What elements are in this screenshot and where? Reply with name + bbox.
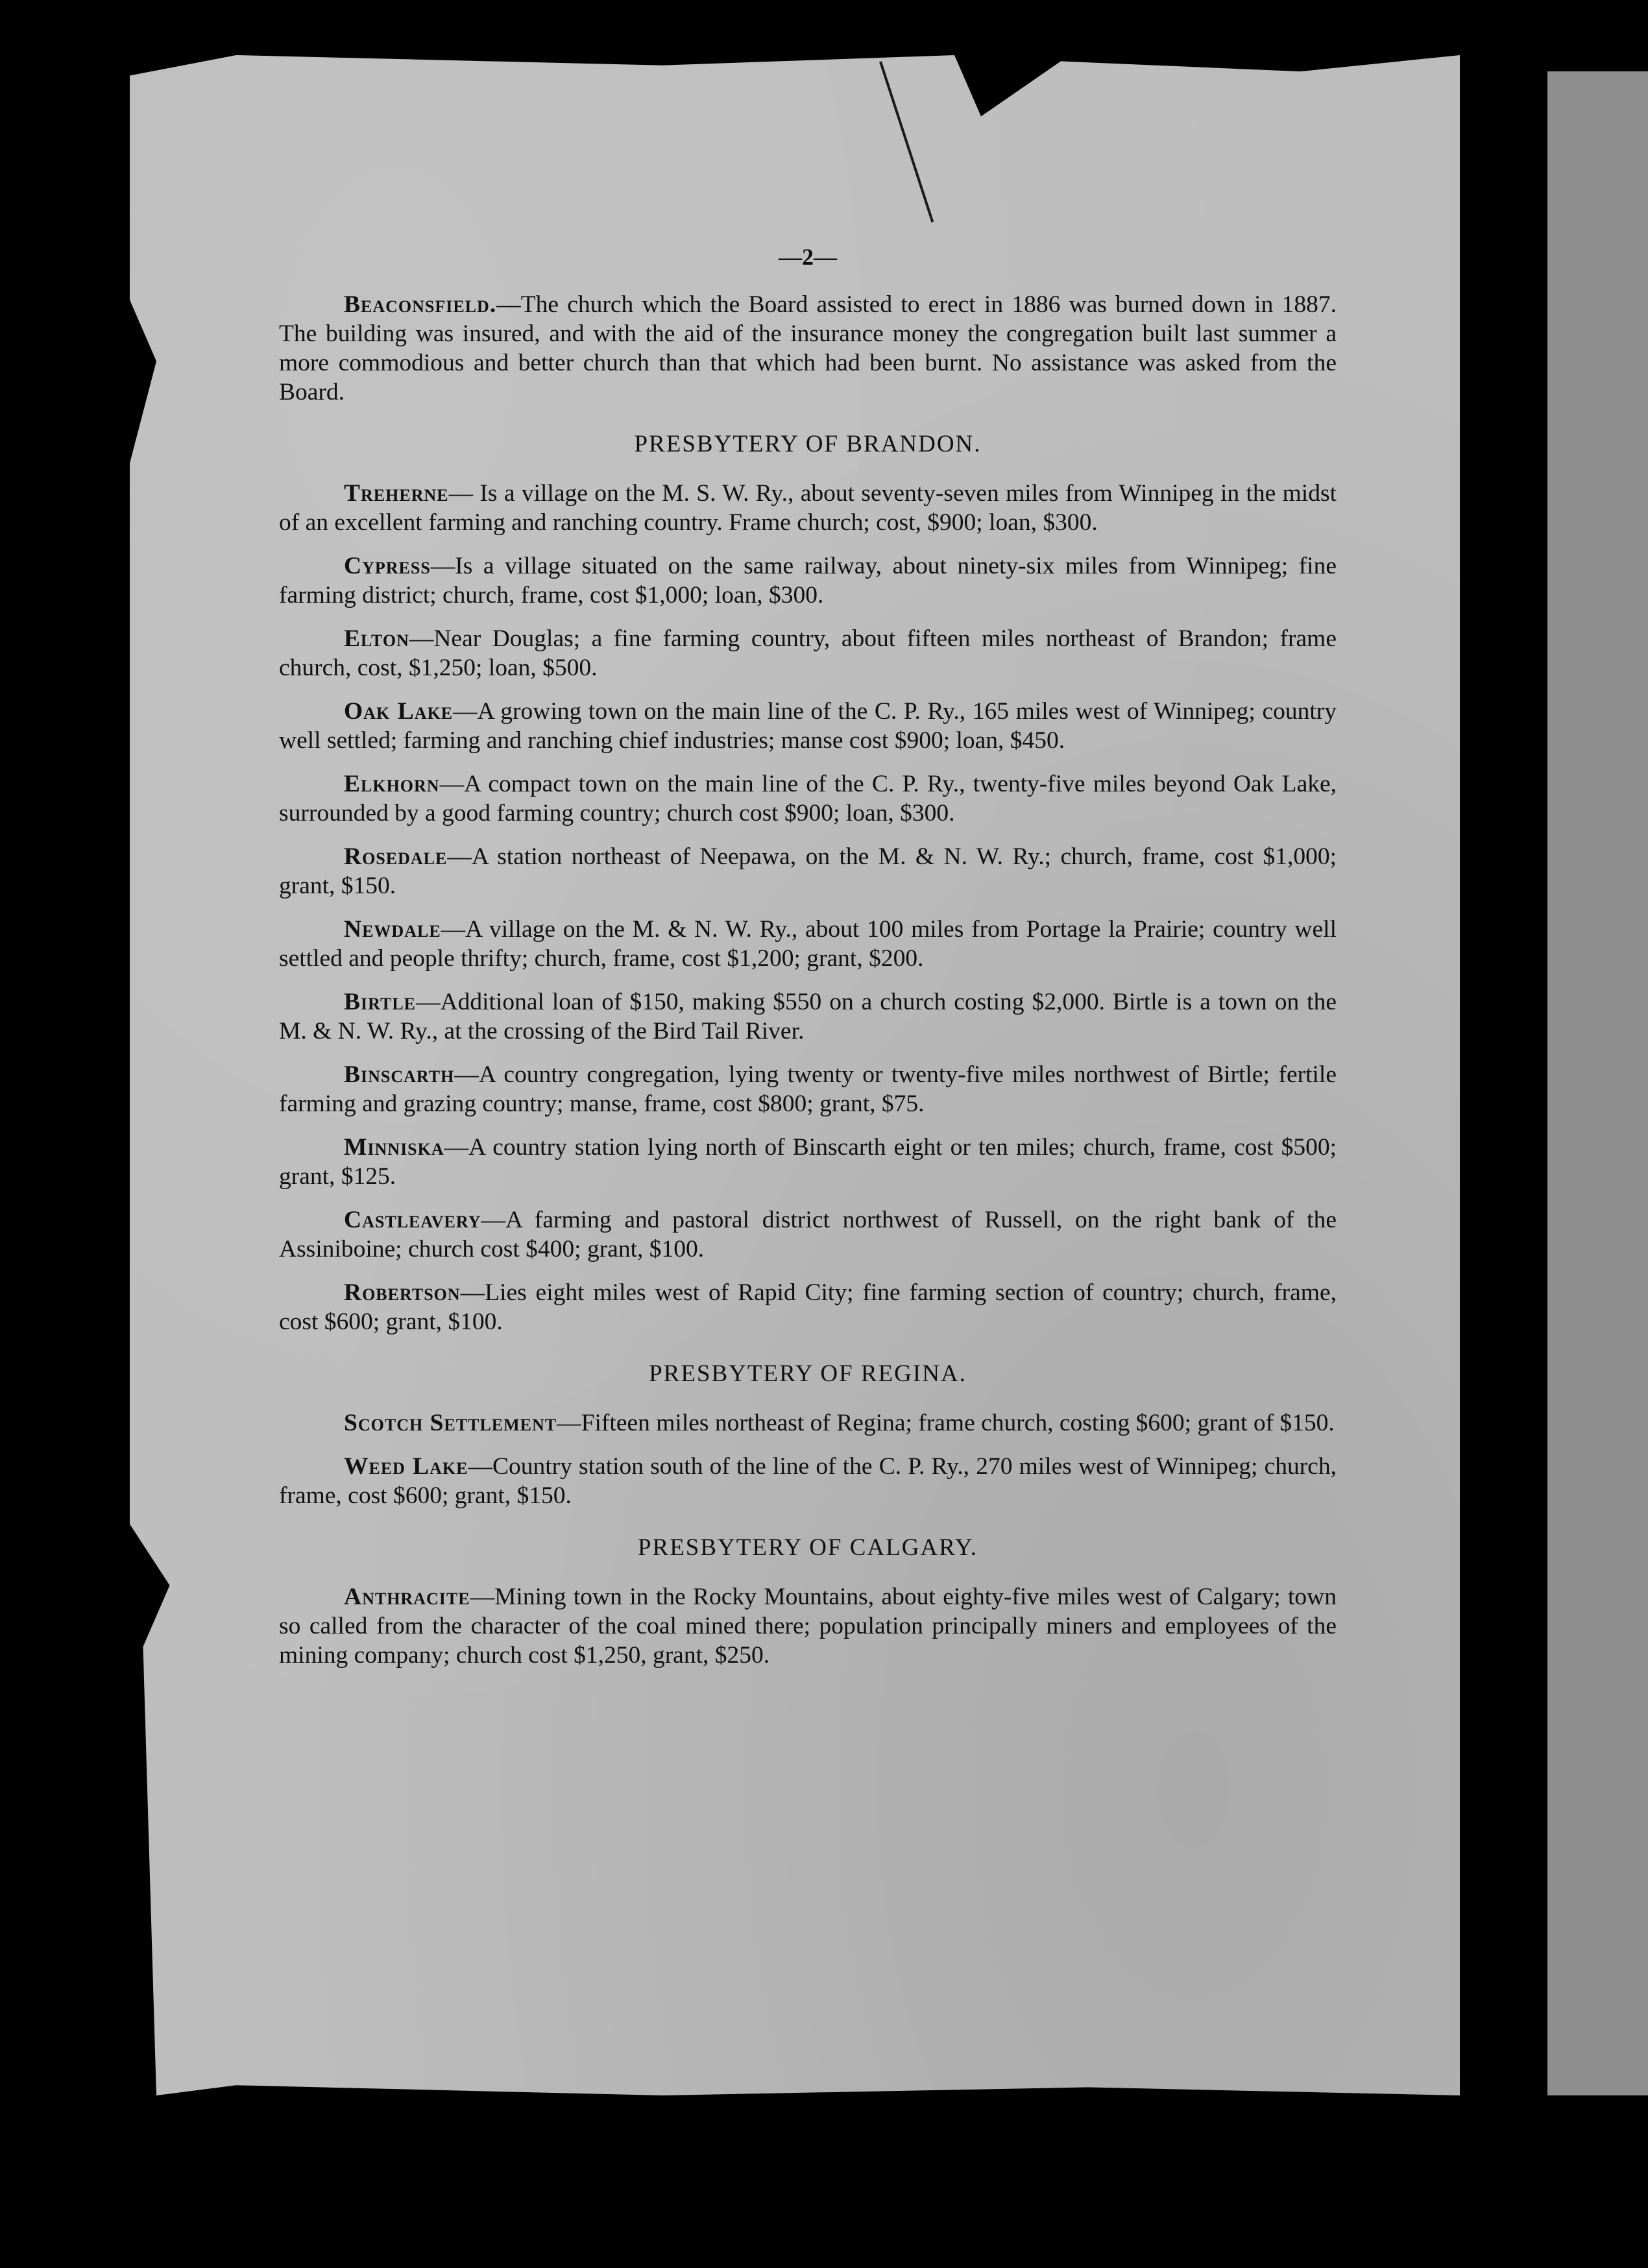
entry-text: —Is a village situated on the same railway, about ninety-six miles from Winnipeg; fine farming district; church, frame, cost $1,000; loan, $300. <box>279 553 1337 609</box>
page-content <box>279 243 1337 1684</box>
entry-name: Castleavery <box>344 1207 481 1233</box>
entry-paragraph <box>279 479 1337 537</box>
entry-name: Binscarth <box>344 1061 455 1088</box>
presbytery-heading: PRESBYTERY OF CALGARY. <box>637 1534 978 1561</box>
entry-text: —Additional loan of $150, making $550 on a church costing $2,000. Birtle is a town on the M. & N. W. Ry., at the crossing of the Bird Tail River. <box>279 989 1337 1044</box>
entry-text: —A compact town on the main line of the C. P. Ry., twenty-five miles beyond Oak Lake, surrounded by a good farming country; church cost $900; loan, $300. <box>279 771 1337 826</box>
entry-paragraph <box>279 842 1337 900</box>
entry-name: Birtle <box>344 989 417 1015</box>
entry-paragraph <box>279 1452 1337 1510</box>
entry-text: —Fifteen miles northeast of Regina; frame church, costing $600; grant of $150. <box>557 1410 1335 1436</box>
entry-name: Treherne <box>344 480 449 507</box>
entry-paragraph <box>279 987 1337 1046</box>
entry-name: Elkhorn <box>344 771 440 797</box>
entry-paragraph <box>279 1060 1337 1118</box>
entry-name: Minniska <box>344 1134 444 1161</box>
entry-paragraph <box>279 1205 1337 1264</box>
entry-paragraph <box>279 1133 1337 1191</box>
page-number: —2— <box>779 244 837 270</box>
entry-name: Weed Lake <box>344 1453 468 1480</box>
entry-paragraph <box>279 915 1337 973</box>
entry-text: —Near Douglas; a fine farming country, about fifteen miles northeast of Brandon; frame church, cost, $1,250; loan, $500. <box>279 625 1337 681</box>
entry-text: —A country station lying north of Binscarth eight or ten miles; church, frame, cost $500; grant, $125. <box>279 1134 1337 1190</box>
entry-text: —A farming and pastoral district northwest of Russell, on the right bank of the Assiniboine; church cost $400; grant, $100. <box>279 1207 1337 1262</box>
entry-text: — Is a village on the M. S. W. Ry., about seventy-seven miles from Winnipeg in the midst of an excellent farming and ranching country. Frame church; cost, $900; loan, $300. <box>279 480 1337 536</box>
entry-text: —A country congregation, lying twenty or twenty-five miles northwest of Birtle; fertile farming and grazing country; manse, frame, cost $800; grant, $75. <box>279 1061 1337 1117</box>
entry-text: —A growing town on the main line of the C. P. Ry., 165 miles west of Winnipeg; country well settled; farming and ranching chief industries; manse cost $900; loan, $450. <box>279 698 1337 754</box>
entry-paragraph <box>279 551 1337 610</box>
presbytery-heading: PRESBYTERY OF BRANDON. <box>634 431 982 457</box>
entry-name: Anthracite <box>344 1584 470 1610</box>
entry-text: —The church which the Board assisted to erect in 1886 was burned down in 1887. The building was insured, and with the aid of the insurance money the congregation built last summer a more commodious and better church than that which had been burnt. No assistance was asked from the Board. <box>279 291 1337 405</box>
entry-name: Newdale <box>344 916 441 943</box>
entry-text: —Lies eight miles west of Rapid City; fine farming section of country; church, frame, cost $600; grant, $100. <box>279 1279 1337 1335</box>
entry-text: —Country station south of the line of the C. P. Ry., 270 miles west of Winnipeg; church, frame, cost $600; grant, $150. <box>279 1453 1337 1509</box>
entry-paragraph <box>279 1582 1337 1670</box>
entry-name: Robertson <box>344 1279 461 1306</box>
entry-paragraph <box>279 1278 1337 1336</box>
entry-paragraph <box>279 1408 1337 1438</box>
entry-paragraph <box>279 769 1337 828</box>
entry-paragraph <box>279 624 1337 682</box>
intro-paragraph <box>279 290 1337 407</box>
entry-text: —A village on the M. & N. W. Ry., about 100 miles from Portage la Prairie; country well settled and people thrifty; church, frame, cost $1,200; grant, $200. <box>279 916 1337 972</box>
facing-page-edge <box>1547 71 1648 2095</box>
entry-name: Rosedale <box>344 843 448 870</box>
entry-name: Scotch Settlement <box>344 1410 557 1436</box>
entry-text: —A station northeast of Neepawa, on the M. & N. W. Ry.; church, frame, cost $1,000; grant, $150. <box>279 843 1337 899</box>
entry-name: Beaconsfield. <box>344 291 497 318</box>
entry-text: —Mining town in the Rocky Mountains, about eighty-five miles west of Calgary; town so called from the character of the coal mined there; population principally miners and employees of the mining company; church cost $1,250, grant, $250. <box>279 1584 1337 1669</box>
presbytery-heading: PRESBYTERY OF REGINA. <box>649 1360 967 1387</box>
entry-name: Cypress <box>344 553 431 579</box>
entry-name: Elton <box>344 625 409 652</box>
entry-name: Oak Lake <box>344 698 454 725</box>
entry-paragraph <box>279 697 1337 755</box>
